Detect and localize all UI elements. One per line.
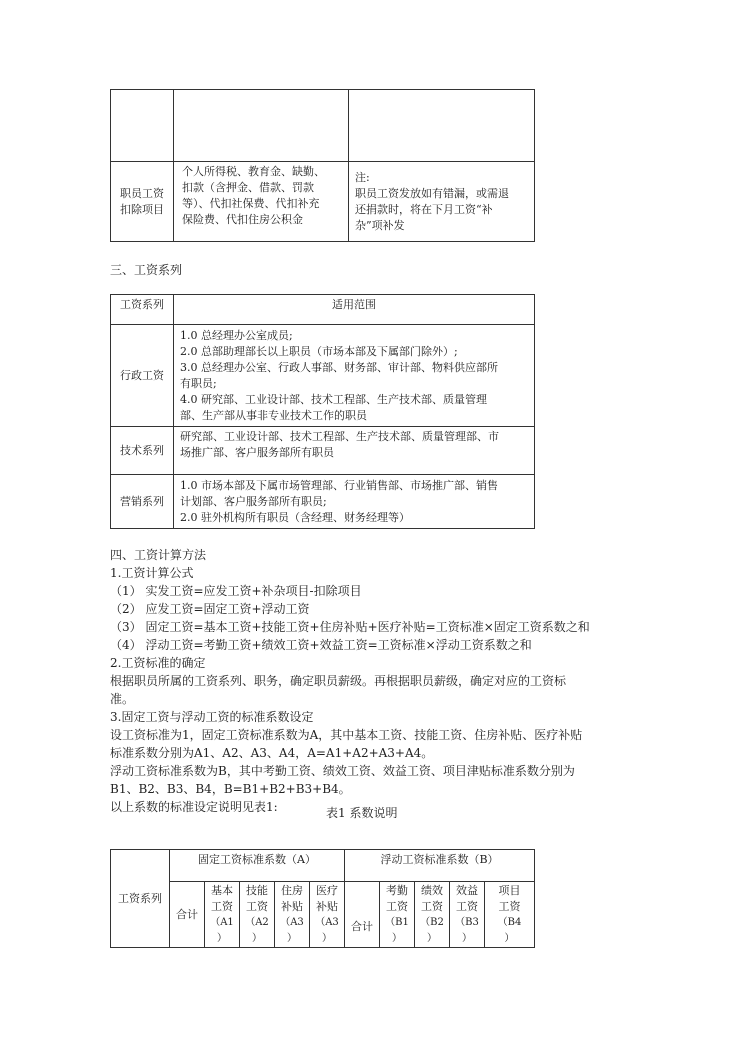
sales-label: 营销系列: [120, 494, 164, 508]
series-label-cell: [111, 850, 170, 948]
fixed-col-cell: [205, 882, 240, 948]
tech-label-cell: [111, 427, 174, 475]
deduction-note-line: 注:: [355, 171, 370, 184]
series-label: 工资系列: [118, 891, 162, 905]
float-header-cell: [345, 850, 535, 882]
table-cell: [111, 90, 174, 162]
sales-scope-cell: [174, 475, 535, 529]
col-line: 项目: [498, 883, 521, 897]
col-line: ）: [322, 932, 332, 944]
fixed-col-cell: [240, 882, 275, 948]
deduction-items-line: 保险费、代扣住房公积金: [182, 213, 303, 226]
col-line: 工资: [421, 899, 443, 913]
subsection1-title: 1.工资计算公式: [110, 566, 194, 580]
header-series: 工资系列: [120, 298, 164, 311]
col-line: ）: [427, 932, 437, 944]
col-line: （B2: [420, 916, 444, 928]
col-line: ）: [462, 932, 472, 944]
formula-line: （4） 浮动工资=考勤工资+绩效工资+效益工资=工资标准×浮动工资系数之和: [110, 638, 532, 652]
col-line: ）: [392, 932, 402, 944]
coefficient-table: [110, 849, 535, 948]
float-header: 浮动工资标准系数（B）: [380, 853, 499, 866]
col-line: 技能: [246, 883, 268, 897]
deduction-items-line: 扣款（含押金、借款、罚款: [182, 181, 314, 194]
col-line: （B1: [385, 916, 409, 928]
table-caption: 表1 系数说明: [326, 806, 398, 820]
fixed-col-cell: [275, 882, 310, 948]
tech-scope-cell: [174, 427, 535, 475]
admin-scope-line: 1.0 总经理办公室成员;: [180, 328, 293, 342]
float-col-cell: [380, 882, 415, 948]
salary-series-table: [110, 294, 535, 529]
col-line: （A3: [315, 916, 339, 928]
fixed-header: 固定工资标准系数（A）: [198, 853, 316, 866]
admin-label-cell: [111, 325, 174, 427]
col-line: （A2: [245, 916, 269, 928]
section4-body: [110, 546, 590, 816]
fixed-total-cell: [170, 882, 205, 948]
deduction-label-line: 扣除项目: [120, 202, 164, 216]
col-line: （A1: [210, 916, 234, 928]
table-cell: [174, 90, 349, 162]
float-col-cell: [485, 882, 535, 948]
col-line: 补贴: [281, 899, 303, 913]
deduction-note-line: 职员工资发放如有错漏，或需退: [355, 187, 509, 200]
fixed-col-cell: [310, 882, 345, 948]
col-line: 工资: [456, 899, 478, 913]
col-line: 补贴: [316, 899, 338, 913]
paragraph-line: 准。: [110, 692, 135, 706]
admin-scope-line: 有职员;: [180, 376, 217, 390]
header-series-cell: [111, 295, 174, 325]
admin-scope-line: 3.0 总经理办公室、行政人事部、财务部、审计部、物料供应部所: [180, 360, 498, 374]
tech-scope-line: 研究部、工业设计部、技术工程部、生产技术部、质量管理部、市: [180, 430, 499, 443]
sales-label-cell: [111, 475, 174, 529]
col-line: ）: [217, 932, 227, 944]
deduction-label-cell: [111, 162, 174, 242]
admin-label: 行政工资: [120, 368, 164, 382]
col-line: （B4: [497, 916, 522, 928]
paragraph-line: 浮动工资标准系数为B，其中考勤工资、绩效工资、效益工资、项目津贴标准系数分别为: [110, 764, 575, 778]
deduction-items-line: 个人所得税、教育金、缺勤、: [182, 165, 325, 178]
admin-scope-line: 4.0 研究部、工业设计部、技术工程部、生产技术部、质量管理: [180, 392, 487, 406]
col-line: ）: [287, 932, 297, 944]
col-line: 工资: [246, 899, 268, 913]
col-line: 工资: [211, 899, 233, 913]
paragraph-line: 根据职员所属的工资系列、职务，确定职员薪级。再根据职员薪级，确定对应的工资标: [110, 674, 567, 688]
col-line: 住房: [281, 883, 303, 897]
col-line: ）: [504, 932, 515, 944]
table-cell: [349, 90, 535, 162]
col-line: 基本: [211, 883, 233, 897]
deduction-items-line: 等）、代扣社保费、代扣补充: [182, 197, 320, 210]
subsection3-title: 3.固定工资与浮动工资的标准系数设定: [110, 710, 314, 724]
tech-scope-line: 场推广部、客户服务部所有职员: [180, 446, 334, 459]
deduction-note-line: 还捐款时，将在下月工资“补: [355, 203, 493, 216]
fixed-total: 合计: [176, 907, 198, 921]
section3-title: 三、工资系列: [110, 263, 183, 277]
sales-scope-line: 1.0 市场本部及下属市场管理部、行业销售部、市场推广部、销售: [180, 478, 498, 492]
paragraph-line: 设工资标准为1，固定工资标准系数为A，其中基本工资、技能工资、住房补贴、医疗补贴: [110, 728, 583, 742]
sales-scope-line: 计划部、客户服务部所有职员;: [180, 494, 327, 508]
admin-scope-line: 2.0 总部助理部长以上职员（市场本部及下属部门除外）;: [180, 344, 458, 358]
float-total-cell: [345, 882, 380, 948]
deduction-note-line: 杂”项补发: [355, 219, 405, 232]
col-line: 医疗: [316, 883, 338, 897]
col-line: （A3: [280, 916, 304, 928]
formula-line: （2） 应发工资=固定工资+浮动工资: [110, 602, 310, 616]
float-col-cell: [450, 882, 485, 948]
col-line: 效益: [456, 883, 478, 897]
deduction-label-line: 职员工资: [120, 186, 164, 200]
col-line: 考勤: [386, 883, 408, 897]
paragraph-line: B1、B2、B3、B4，B=B1+B2+B3+B4。: [110, 782, 351, 796]
col-line: 工资: [498, 899, 521, 913]
formula-line: （1） 实发工资=应发工资+补杂项目-扣除项目: [110, 584, 362, 598]
section4-title: 四、工资计算方法: [110, 548, 207, 562]
col-line: 绩效: [421, 883, 443, 897]
deduction-note-cell: [349, 162, 535, 242]
tech-label: 技术系列: [120, 443, 164, 457]
paragraph-line: 以上系数的标准设定说明见表1:: [110, 800, 278, 814]
col-line: 工资: [386, 899, 408, 913]
float-col-cell: [415, 882, 450, 948]
fixed-header-cell: [170, 850, 345, 882]
admin-scope-cell: [174, 325, 535, 427]
header-scope-cell: [174, 295, 535, 325]
col-line: ）: [252, 932, 262, 944]
col-line: （B3: [455, 916, 479, 928]
paragraph-line: 标准系数分别为A1、A2、A3、A4，A=A1+A2+A3+A4。: [110, 746, 434, 760]
deduction-items-cell: [174, 162, 349, 242]
float-total: 合计: [351, 920, 373, 933]
subsection2-title: 2.工资标准的确定: [110, 656, 206, 670]
deduction-table: [110, 89, 535, 242]
admin-scope-line: 部、生产部从事非专业技术工作的职员: [180, 408, 367, 422]
header-scope: 适用范围: [332, 298, 376, 311]
formula-line: （3） 固定工资=基本工资+技能工资+住房补贴+医疗补贴=工资标准×固定工资系数之和: [110, 620, 590, 634]
sales-scope-line: 2.0 驻外机构所有职员（含经理、财务经理等）: [180, 510, 410, 524]
